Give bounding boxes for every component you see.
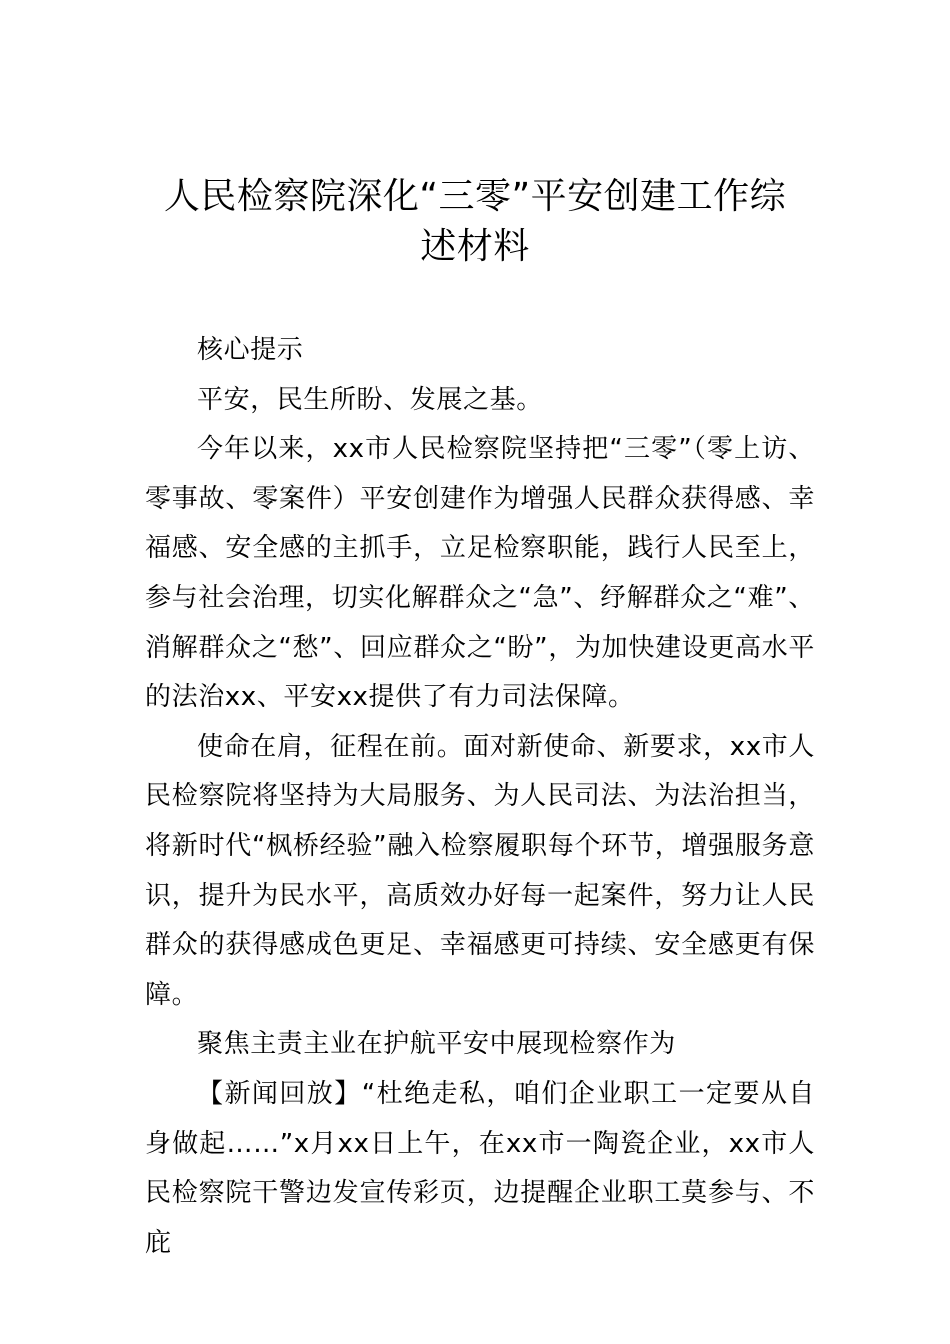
paragraph-safety-intro: 平安，民生所盼、发展之基。	[197, 384, 543, 415]
paragraph-this-year: 今年以来，xx市人民检察院坚持把“三零”（零上访、零事故、零案件）平安创建作为增强人民群众获得感、幸福感、安全感的主抓手，立足检察职能，践行人民至上，参与社会治理，切实化解群众之“急”、纾解群众之“难”、消解群众之“愁”、回应群众之“盼”，为加快建设更高水平的法治xx、平安xx提供了有力司法保障。	[145, 434, 815, 713]
document-title	[145, 172, 805, 272]
title-line-2: 述材料	[420, 226, 530, 267]
paragraph-news-replay: 【新闻回放】“杜绝走私，咱们企业职工一定要从自身做起……”x月xx日上午，在xx市一陶瓷企业，xx市人民检察院干警边发宣传彩页，边提醒企业职工莫参与、不庇	[145, 1078, 815, 1258]
paragraph-section-heading: 聚焦主责主业在护航平安中展现检察作为	[197, 1029, 676, 1060]
document-body	[145, 326, 815, 1268]
title-line-1: 人民检察院深化“三零”平安创建工作综	[163, 176, 787, 217]
paragraph-core-tip: 核心提示	[197, 335, 304, 365]
paragraph-mission: 使命在肩，征程在前。面对新使命、新要求，xx市人民检察院将坚持为大局服务、为人民司法、为法治担当，将新时代“枫桥经验”融入检察履职每个环节，增强服务意识，提升为民水平，高质效办好每一起案件，努力让人民群众的获得感成色更足、幸福感更可持续、安全感更有保障。	[145, 731, 815, 1010]
